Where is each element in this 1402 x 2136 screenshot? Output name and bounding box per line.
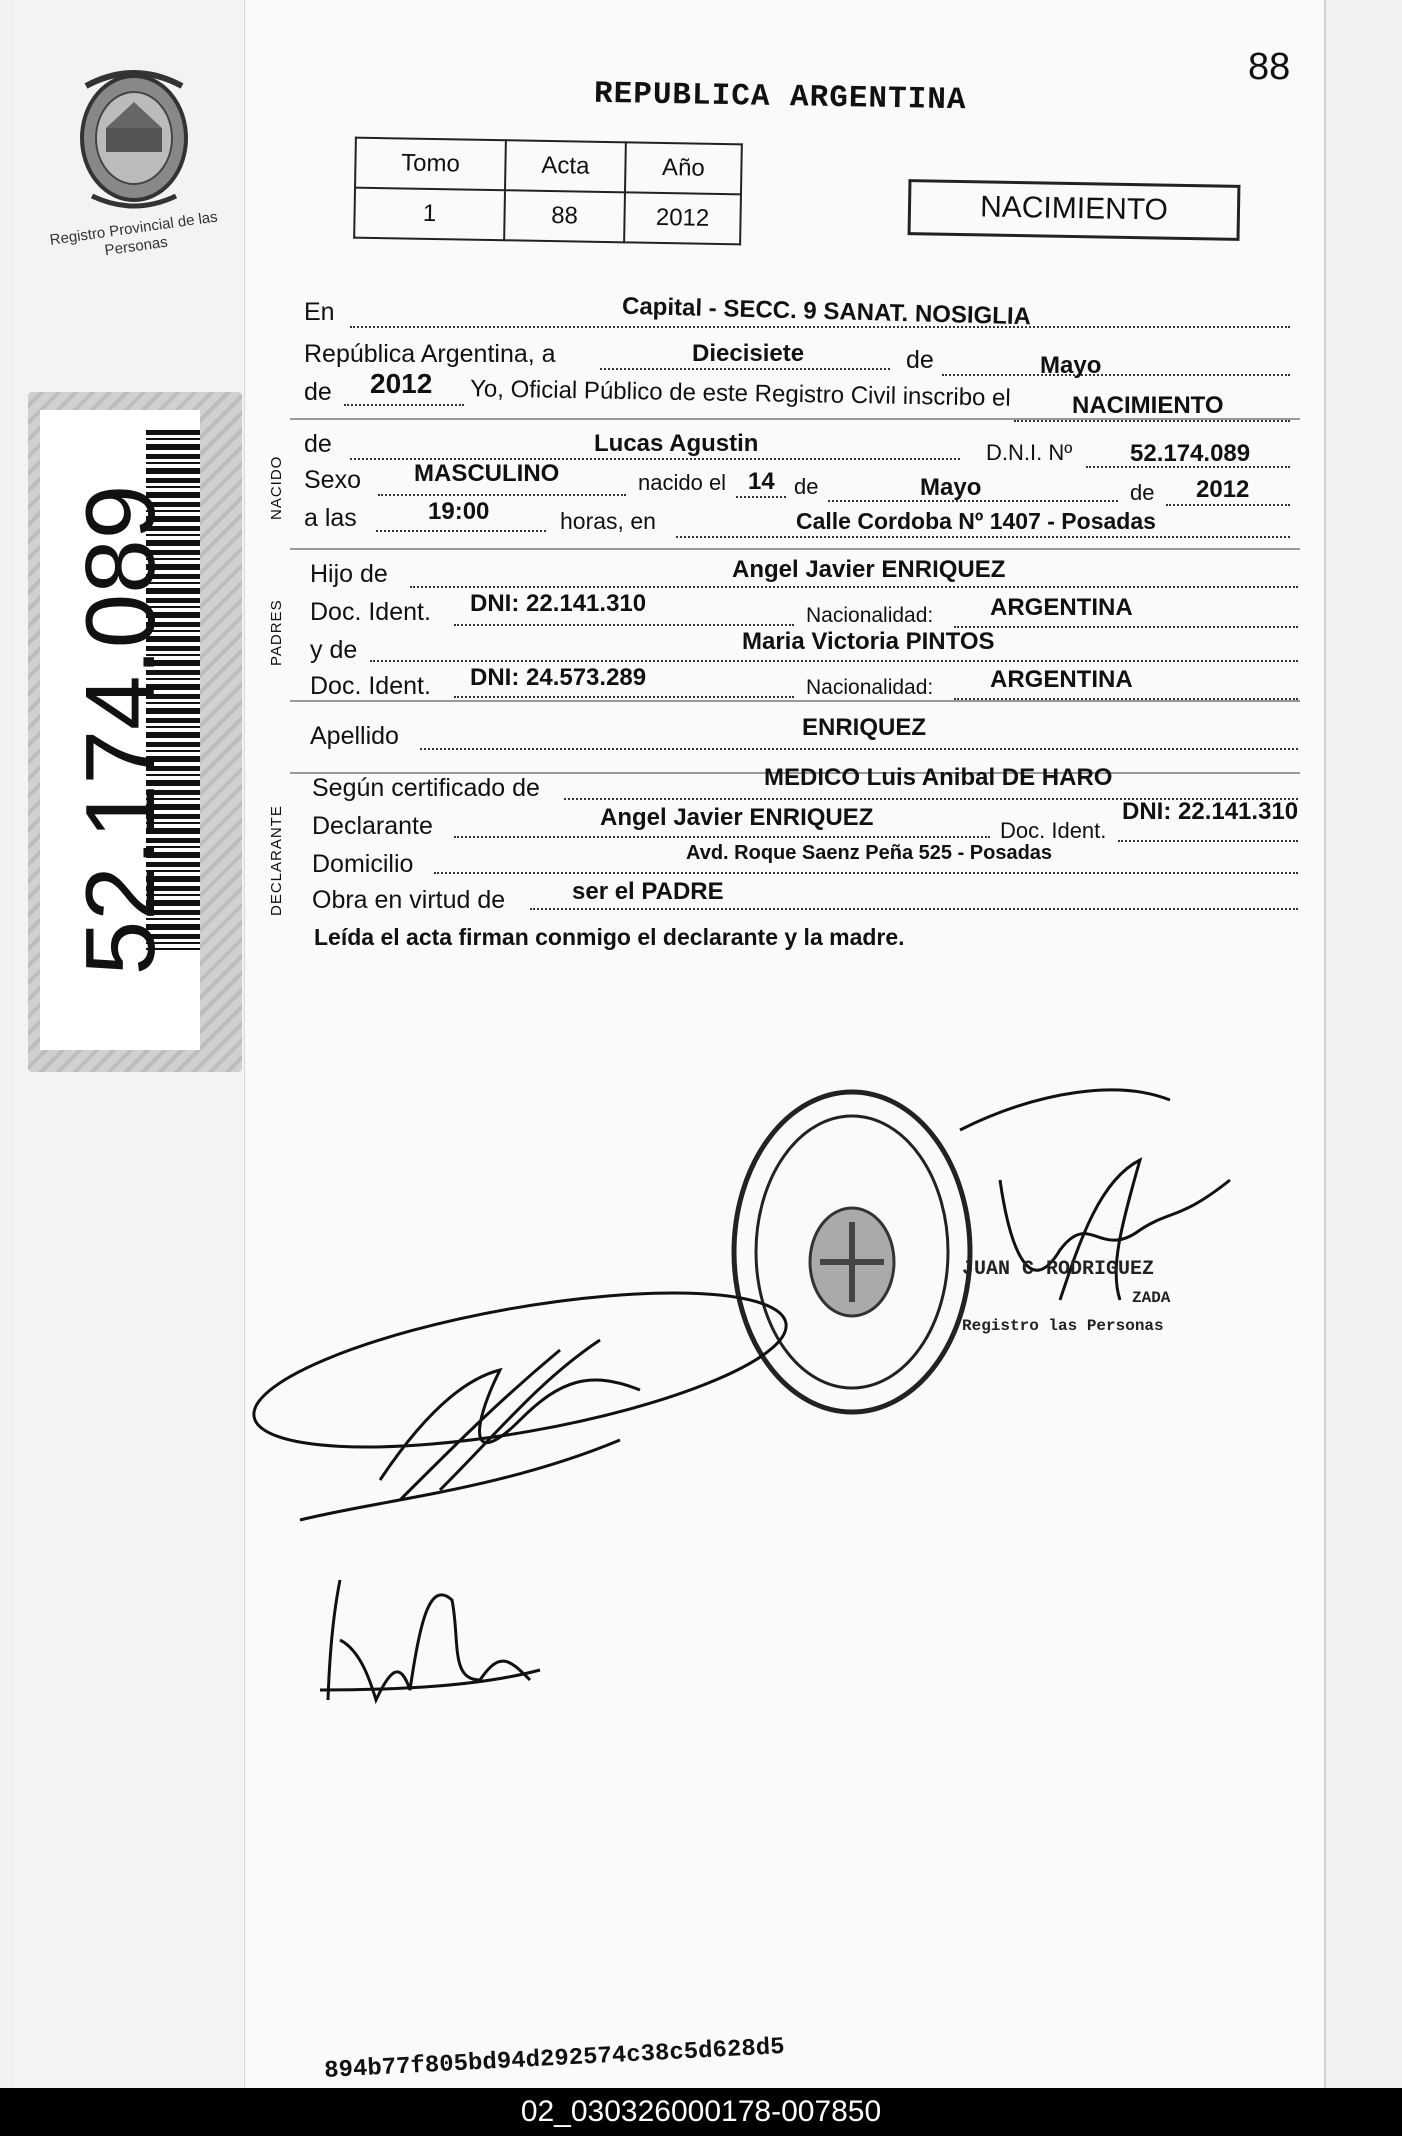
value-name: Lucas Agustin (594, 430, 759, 457)
value-reason: ser el PADRE (572, 878, 724, 905)
table-header: Tomo (355, 138, 506, 191)
table-cell: 88 (504, 190, 625, 242)
closing-statement: Leída el acta firman conmigo el declarante y la madre. (314, 924, 905, 950)
label-yde: y de (310, 636, 358, 664)
stamp-line: Registro las Personas (962, 1317, 1164, 1335)
table-header: Año (625, 142, 742, 194)
value-event: NACIMIENTO (1072, 392, 1224, 419)
value-father: Angel Javier ENRIQUEZ (732, 556, 1006, 583)
label-republica: República Argentina, a (304, 340, 556, 368)
value-month: Mayo (1040, 352, 1102, 379)
document-hash: 894b77f805bd94d292574c38c5d628d5 (323, 2033, 786, 2086)
value-birth-year: 2012 (1196, 476, 1250, 503)
value-birth-place: Calle Cordoba Nº 1407 - Posadas (796, 508, 1156, 534)
value-doc3: DNI: 22.141.310 (1122, 798, 1299, 825)
value-declarant: Angel Javier ENRIQUEZ (600, 804, 874, 831)
country-title: REPUBLICA ARGENTINA (593, 76, 967, 119)
value-doc2: DNI: 24.573.289 (470, 664, 647, 691)
signature-declarant (243, 1262, 796, 1520)
registry-name: Registro Provincial de las Personas (48, 208, 219, 260)
label-de3: de (304, 430, 332, 458)
file-id-bar: 02_030326000178-007850 (0, 2088, 1402, 2136)
value-surname: ENRIQUEZ (802, 714, 927, 741)
value-place: Capital - SECC. 9 SANAT. NOSIGLIA (621, 292, 1032, 331)
official-seal-icon (734, 1092, 970, 1412)
label-de4: de (794, 474, 819, 499)
stamp-line: ZADA (1132, 1289, 1171, 1307)
signature-mother (320, 1580, 540, 1700)
label-sexo: Sexo (304, 466, 361, 494)
stamp-line: JUAN C RODRIGUEZ (962, 1258, 1155, 1281)
label-en: En (304, 298, 335, 326)
label-domicilio: Domicilio (312, 850, 414, 878)
value-day: Diecisiete (692, 340, 805, 367)
table-header: Acta (505, 140, 626, 192)
value-mother: Maria Victoria PINTOS (742, 628, 995, 655)
label-apellido: Apellido (310, 722, 399, 750)
label-oficial: Yo, Oficial Público de este Registro Civil inscribo el (469, 375, 1011, 412)
table-cell: 1 (354, 188, 505, 241)
value-birth-month: Mayo (920, 474, 982, 501)
record-type-box: NACIMIENTO (908, 179, 1241, 241)
value-hour: 19:00 (428, 498, 490, 525)
label-dni: D.N.I. Nº (986, 440, 1073, 465)
section-label-declarante: DECLARANTE (268, 805, 285, 916)
label-hijo: Hijo de (310, 560, 388, 588)
label-de2: de (304, 378, 332, 406)
value-doc1: DNI: 22.141.310 (470, 590, 647, 617)
label-declarante: Declarante (312, 812, 433, 840)
label-obra: Obra en virtud de (312, 886, 506, 914)
section-label-padres: PADRES (268, 599, 285, 666)
label-doc1: Doc. Ident. (310, 598, 431, 626)
page-number: 88 (1248, 46, 1291, 88)
value-nac2: ARGENTINA (990, 666, 1133, 693)
section-label-nacido: NACIDO (268, 455, 285, 520)
value-address: Avd. Roque Saenz Peña 525 - Posadas (686, 842, 1053, 864)
barcode-number: 52.174.089 (65, 484, 175, 976)
label-certificado: Según certificado de (312, 774, 540, 802)
value-year: 2012 (370, 368, 433, 399)
label-horas: horas, en (560, 508, 656, 534)
label-alas: a las (304, 504, 357, 532)
label-doc2: Doc. Ident. (310, 672, 431, 700)
value-sex: MASCULINO (414, 460, 560, 487)
value-dni: 52.174.089 (1130, 440, 1251, 467)
value-birth-day: 14 (748, 468, 775, 495)
label-nacido: nacido el (638, 470, 727, 495)
label-de5: de (1130, 480, 1155, 505)
label-doc3: Doc. Ident. (1000, 818, 1107, 843)
value-certificate: MEDICO Luis Anibal DE HARO (764, 764, 1113, 791)
label-nac1: Nacionalidad: (806, 604, 934, 627)
table-cell: 2012 (624, 192, 741, 244)
label-de: de (906, 346, 934, 374)
value-nac1: ARGENTINA (990, 594, 1133, 621)
label-nac2: Nacionalidad: (806, 676, 934, 699)
official-stamp-text (962, 1256, 1170, 1340)
